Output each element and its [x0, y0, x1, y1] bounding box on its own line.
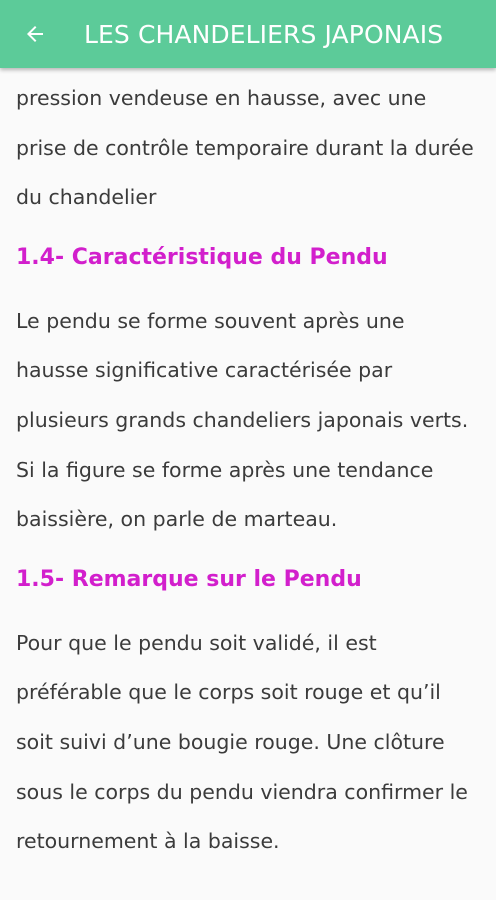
section-heading-1-5: 1.5- Remarque sur le Pendu	[16, 566, 362, 592]
section-paragraph-1-5: Pour que le pendu soit validé, il est préférable que le corps soit rouge et qu’il soit suivi d’une bougie rouge. Une clôture sous le corps du pendu viendra confirmer le retournement à la baisse.	[16, 630, 468, 854]
back-button[interactable]	[0, 0, 70, 68]
section-heading-1-4: 1.4- Caractéristique du Pendu	[16, 244, 388, 270]
intro-paragraph: pression vendeuse en hausse, avec une prise de contrôle temporaire durant la durée du chandelier	[16, 86, 474, 210]
app-bar	[0, 0, 496, 68]
section-paragraph-1-4: Le pendu se forme souvent après une hausse significative caractérisée par plusieurs grands chandeliers japonais verts. Si la figure se forme après une tendance baissière, on parle de marteau.	[16, 308, 469, 532]
page-title: LES CHANDELIERS JAPONAIS	[84, 19, 444, 49]
arrow-left-icon	[23, 22, 47, 46]
article-content[interactable]	[0, 68, 496, 900]
